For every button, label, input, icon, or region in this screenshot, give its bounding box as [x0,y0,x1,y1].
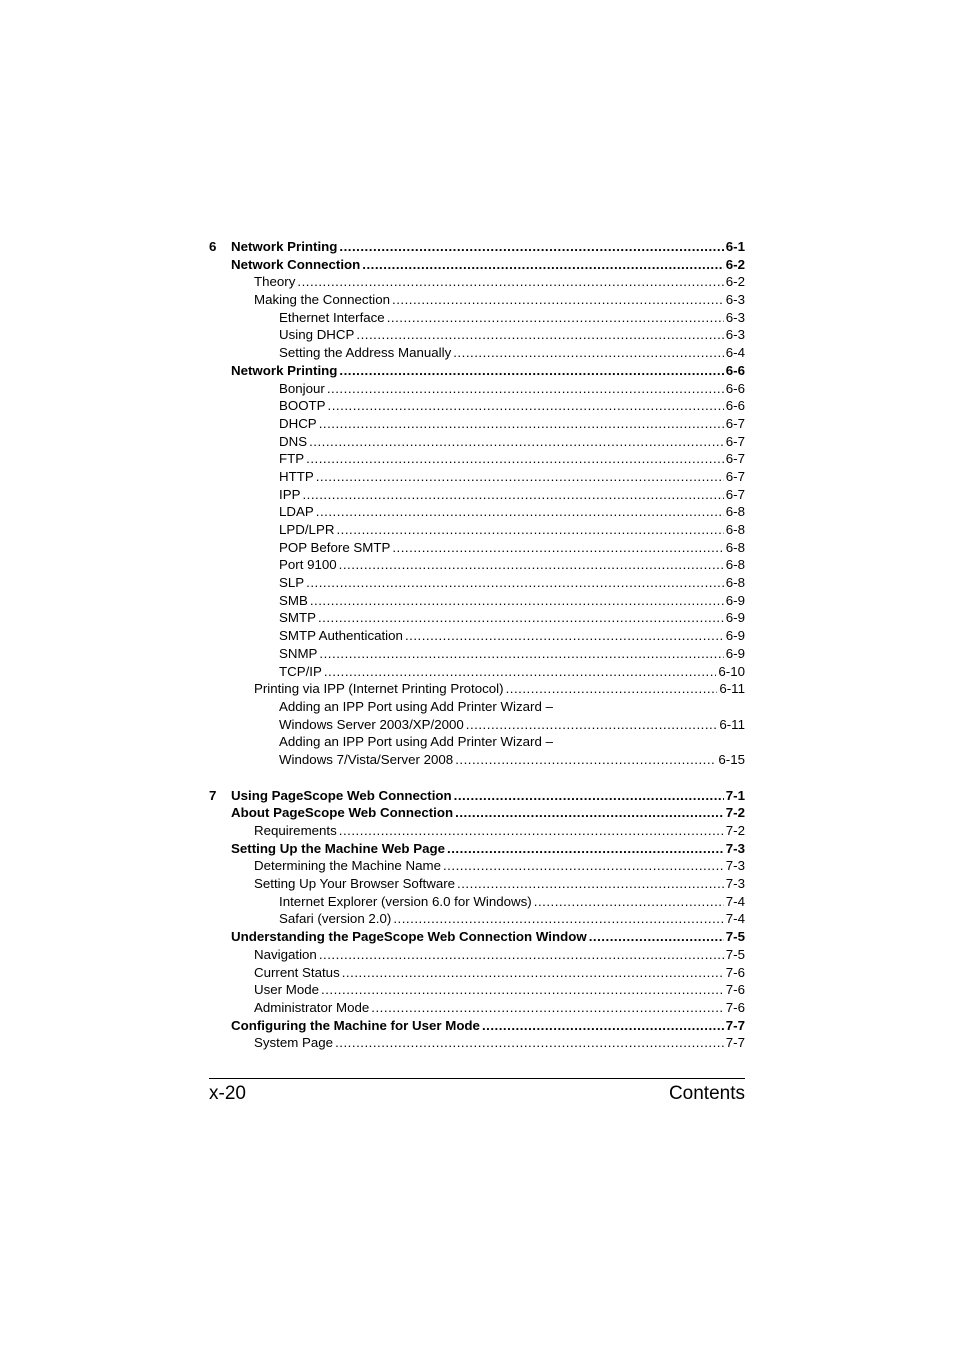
dot-leader [319,415,724,433]
toc-entry-title: Understanding the PageScope Web Connection Window [231,929,587,945]
toc-entry-page: 7-6 [725,999,745,1015]
toc-entry-title: Adding an IPP Port using Add Printer Wizard – [279,734,553,750]
toc-entry[interactable] [209,857,745,875]
toc-entry[interactable] [209,238,745,256]
toc-entry[interactable] [209,486,745,504]
toc-entry-title: Making the Connection [254,292,391,308]
toc-entry-page: 7-5 [725,929,745,945]
toc-entry-title: Safari (version 2.0) [279,911,392,927]
toc-entry-title: Network Printing [231,239,338,254]
toc-entry[interactable] [209,751,745,769]
toc-entry-page: 7-2 [725,823,745,838]
dot-leader [405,627,724,645]
dot-leader [393,910,723,928]
toc-entry-title: Theory [254,274,296,290]
toc-entry-title: SMTP Authentication [279,628,403,644]
toc-entry-title: IPP [279,486,301,502]
toc-entry[interactable] [209,840,745,858]
toc-entry-page: 6-3 [725,327,745,343]
toc-entry-title: Administrator Mode [254,999,370,1015]
toc-entry[interactable] [209,627,745,645]
toc-entry-page: 6-8 [725,539,745,555]
toc-entry[interactable] [209,645,745,663]
toc-entry[interactable] [209,468,745,486]
dot-leader [302,486,723,504]
toc-entry-page: 6-8 [725,504,745,520]
toc-entry-title: System Page [254,1035,334,1051]
toc-entry-page: 7-3 [725,858,745,874]
toc-entry-title: LDAP [279,504,314,520]
toc-entry-title: DHCP [279,415,317,431]
toc-entry[interactable] [209,663,745,681]
toc-entry-title: BOOTP [279,398,326,414]
toc-entry-page: 6-9 [725,628,745,644]
toc-entry-title: Configuring the Machine for User Mode [231,1017,480,1033]
toc-entry-title: Setting Up Your Browser Software [254,876,456,892]
dot-leader [306,574,724,592]
toc-entry[interactable] [209,893,745,911]
toc-entry-title: Navigation [254,946,317,962]
toc-entry[interactable] [209,380,745,398]
toc-entry[interactable] [209,875,745,893]
toc-entry[interactable] [209,822,745,840]
toc-entry[interactable] [209,946,745,964]
toc-entry[interactable] [209,787,745,805]
dot-leader [306,450,724,468]
dot-leader [319,645,723,663]
toc-entry-title: SMTP [279,610,316,626]
toc-entry[interactable] [209,999,745,1017]
dot-leader [327,380,724,398]
toc-entry-page: 7-3 [725,840,745,856]
toc-entry-title: Bonjour [279,380,325,396]
toc-entry-page: 7-4 [725,911,745,927]
dot-leader [387,309,724,327]
toc-entry-title: Using PageScope Web Connection [231,787,452,803]
dot-leader [447,840,724,858]
toc-entry-page: 6-2 [725,274,745,290]
toc-entry-page: 7-4 [725,893,745,909]
toc-entry-page: 6-7 [725,433,745,449]
dot-leader [339,238,723,256]
toc-entry[interactable] [209,964,745,982]
toc-entry[interactable] [209,273,745,291]
toc-entry-title: Windows 7/Vista/Server 2008 [279,751,454,767]
toc-entry-page: 6-9 [725,645,745,661]
toc-entry[interactable] [209,733,745,751]
dot-leader [336,521,723,539]
toc-entry-page: 7-3 [725,876,745,892]
toc-entry-page: 6-8 [725,575,745,591]
footer-divider [209,1078,745,1079]
toc-entry[interactable] [209,539,745,557]
toc-entry-title: Ethernet Interface [279,309,385,325]
toc-entry[interactable] [209,256,745,274]
dot-leader [506,680,718,698]
toc-entry-title: LPD/LPR [279,522,335,537]
toc-entry-title: Printing via IPP (Internet Printing Protocol) [254,681,504,697]
dot-leader [339,362,723,380]
dot-leader [392,291,724,309]
toc-entry-title: Windows Server 2003/XP/2000 [279,716,464,732]
dot-leader [319,946,724,964]
chapter-number: 7 [209,787,217,803]
toc-entry-page: 6-11 [719,716,745,732]
toc-entry-page: 7-7 [725,1035,745,1051]
dot-leader [316,503,724,521]
toc-entry[interactable] [209,397,745,415]
dot-leader [328,397,724,415]
toc-entry[interactable] [209,609,745,627]
toc-entry-page: 6-7 [725,468,745,484]
dot-leader [443,857,724,875]
toc-entry-page: 6-9 [725,610,745,626]
toc-entry-title: Current Status [254,964,340,980]
toc-entry-page: 6-8 [725,557,745,573]
footer-section-title: Contents [668,1083,745,1104]
dot-leader [454,787,724,805]
toc-entry-page: 7-2 [725,805,745,821]
toc-entry[interactable] [209,503,745,521]
dot-leader [310,592,724,610]
toc-entry[interactable] [209,680,745,698]
dot-leader [318,609,724,627]
toc-entry[interactable] [209,981,745,999]
dot-leader [455,804,724,822]
toc-entry[interactable] [209,362,745,380]
toc-entry-title: Network Connection [231,256,361,272]
toc-entry-page: 6-3 [725,292,745,308]
toc-entry-title: POP Before SMTP [279,539,391,555]
toc-entry-page: 6-15 [718,751,745,767]
dot-leader [362,256,724,274]
toc-entry-page: 7-7 [725,1017,745,1033]
chapter-number: 6 [209,239,217,254]
dot-leader [371,999,723,1017]
toc-entry[interactable] [209,556,745,574]
toc-entry-title: Network Printing [231,362,338,378]
toc-entry-page: 6-1 [725,239,745,254]
toc-entry-page: 6-11 [719,681,745,697]
dot-leader [309,433,724,451]
toc-entry-page: 6-3 [725,309,745,325]
toc-entry-page: 6-8 [725,522,745,537]
dot-leader [321,981,724,999]
dot-leader [339,556,724,574]
toc-entry-page: 6-7 [725,415,745,431]
toc-entry-title: HTTP [279,468,314,484]
toc-entry-title: FTP [279,451,305,467]
dot-leader [324,663,717,681]
dot-leader [392,539,723,557]
toc-entry-title: Adding an IPP Port using Add Printer Wizard – [279,698,553,714]
toc-entry-title: User Mode [254,982,320,998]
toc-entry-title: Internet Explorer (version 6.0 for Windows) [279,893,532,909]
dot-leader [339,822,724,840]
dot-leader [335,1034,724,1052]
toc-entry-page: 7-6 [725,964,745,980]
toc-entry[interactable] [209,309,745,327]
toc-entry[interactable] [209,592,745,610]
dot-leader [455,751,716,769]
toc-entry-page: 6-4 [725,345,745,361]
toc-entry[interactable] [209,698,745,716]
toc-entry[interactable] [209,344,745,362]
dot-leader [356,326,723,344]
toc-entry[interactable] [209,450,745,468]
toc-entry-page: 6-7 [725,486,745,502]
toc-entry-page: 7-1 [725,787,745,803]
toc-entry[interactable] [209,1017,745,1035]
toc-entry-title: Setting the Address Manually [279,345,452,361]
toc-entry[interactable] [209,1034,745,1052]
toc-entry[interactable] [209,716,745,734]
dot-leader [457,875,724,893]
dot-leader [316,468,724,486]
toc-entry-page: 7-5 [725,946,745,962]
toc-entry-title: TCP/IP [279,663,322,679]
toc-entry-title: SLP [279,575,305,591]
toc-entry-page: 6-6 [725,398,745,414]
toc-entry-page: 6-9 [725,592,745,608]
table-of-contents [209,238,745,1052]
dot-leader [482,1017,724,1035]
toc-entry-title: Using DHCP [279,327,355,343]
toc-entry-title: Setting Up the Machine Web Page [231,840,446,856]
toc-entry-title: About PageScope Web Connection [231,805,454,821]
toc-entry-title: DNS [279,433,308,449]
toc-entry[interactable] [209,804,745,822]
toc-entry-page: 6-10 [718,663,745,679]
toc-entry-page: 6-2 [725,256,745,272]
toc-entry-page: 6-6 [725,362,745,378]
toc-entry[interactable] [209,415,745,433]
dot-leader [466,716,718,734]
toc-entry[interactable] [209,910,745,928]
toc-entry-title: Determining the Machine Name [254,858,441,874]
dot-leader [297,273,723,291]
toc-entry[interactable] [209,574,745,592]
toc-entry[interactable] [209,326,745,344]
toc-entry-page: 6-6 [725,380,745,396]
dot-leader [453,344,724,362]
dot-leader [534,893,724,911]
toc-entry[interactable] [209,291,745,309]
toc-entry[interactable] [209,433,745,451]
dot-leader [342,964,724,982]
toc-entry-title: Requirements [254,823,337,838]
toc-entry-page: 7-6 [725,982,745,998]
toc-entry[interactable] [209,928,745,946]
toc-entry-title: SMB [279,592,308,608]
toc-entry-title: Port 9100 [279,557,337,573]
toc-entry-page: 6-7 [725,451,745,467]
toc-entry-title: SNMP [279,645,318,661]
footer-page-number: x-20 [209,1083,246,1104]
toc-entry[interactable] [209,521,745,539]
dot-leader [589,928,724,946]
